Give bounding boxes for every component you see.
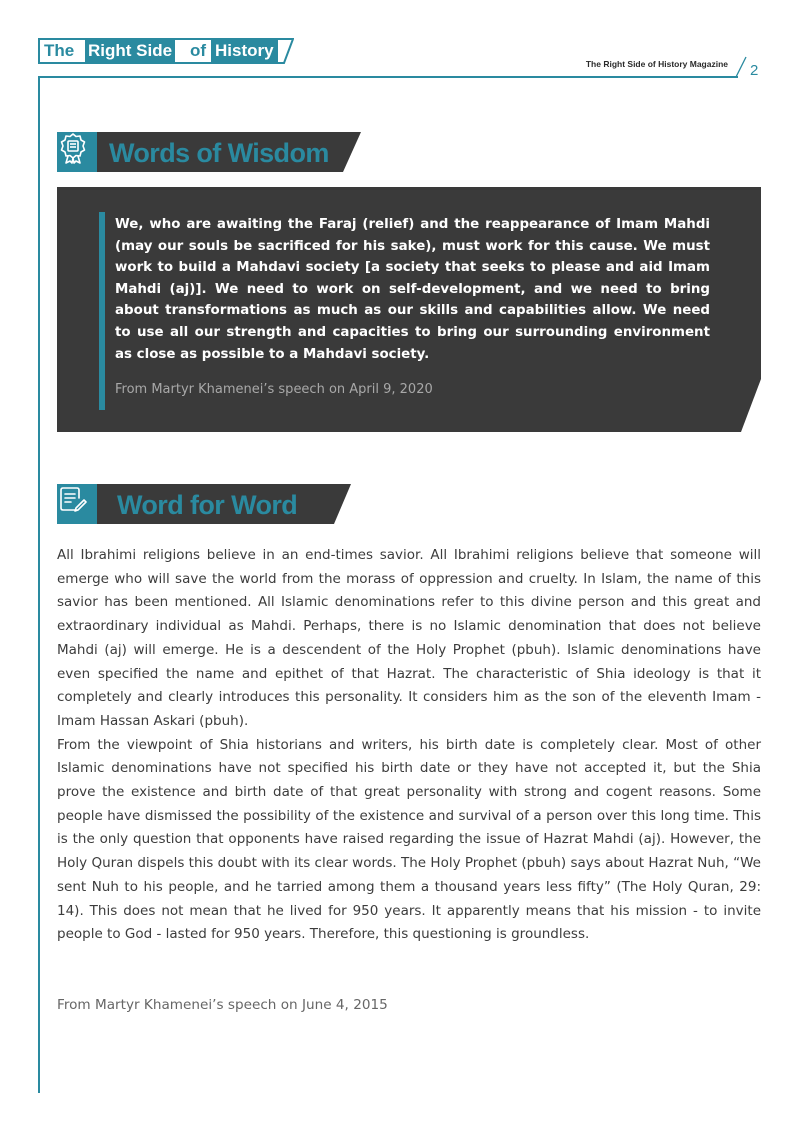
article-source: From Martyr Khamenei’s speech on June 4, 2015 <box>57 997 388 1013</box>
logo-text-of: of <box>190 41 207 60</box>
logo-text-the: The <box>44 41 75 60</box>
header-slash-divider <box>734 56 748 78</box>
page-number: 2 <box>750 62 759 79</box>
article-paragraph: All Ibrahimi religions believe in an end-times savior. All Ibrahimi religions believe that someone will emerge who will save the world from the morass of oppression and cruelty. In Islam, the name of this savior has been mentioned. All Islamic denominations refer to this divine person and this great and extraordinary individual as Mahdi. Perhaps, there is no Islamic denomination that does not believe Mahdi (aj) will emerge. He is a descendent of the Holy Prophet (pbuh). Islamic denominations have even specified the name and epithet of that Hazrat. The characteristic of Shia ideology is that it completely and clearly introduces this personality. It considers him as the son of the eleventh Imam - Imam Hassan Askari (pbuh). <box>57 547 761 729</box>
header-rule <box>38 76 738 78</box>
quote-panel <box>57 187 761 432</box>
section-title: Word for Word <box>117 490 298 520</box>
quote-accent-bar <box>99 212 105 410</box>
quote-source: From Martyr Khamenei’s speech on April 9, 2020 <box>115 382 433 397</box>
section-heading-words-of-wisdom <box>57 132 361 172</box>
left-margin-rule <box>38 76 40 1093</box>
document-edit-icon <box>57 484 89 516</box>
magazine-title: The Right Side of History Magazine <box>585 59 728 69</box>
award-badge-icon <box>57 132 89 164</box>
article-body <box>57 544 761 947</box>
section-title: Words of Wisdom <box>109 138 329 168</box>
quote-text: We, who are awaiting the Faraj (relief) and the reappearance of Imam Mahdi (may our souls be sacrificed for his sake), must work for this cause. We must work to build a Mahdavi society [a society that seeks to please and aid Imam Mahdi (aj)]. We need to work on self-development, and we need to bring about transformations as much as our skills and capabilities allow. We need to use all our strength and capacities to bring our surrounding environment as close as possible to a Mahdavi society. <box>115 217 710 362</box>
section-heading-word-for-word <box>57 484 351 524</box>
logo-text-history: History <box>211 40 278 62</box>
magazine-logo <box>38 38 294 64</box>
logo-text-right-side: Right Side <box>85 40 175 62</box>
article-paragraph: From the viewpoint of Shia historians and writers, his birth date is completely clear. Most of other Islamic denominations have not specified his birth date or they have not accepted it, but the Shia prove the existence and birth date of that great personality with strong and cogent reasons. Some people have dismissed the possibility of the existence and survival of a person over this long time. This is the only question that opponents have raised regarding the issue of Hazrat Mahdi (aj). However, the Holy Quran dispels this doubt with its clear words. The Holy Prophet (pbuh) says about Hazrat Nuh, “We sent Nuh to his people, and he tarried among them a thousand years less fifty” (The Holy Quran, 29: 14). This does not mean that he lived for 950 years. It apparently means that his mission - to invite people to God - lasted for 950 years. Therefore, this questioning is groundless. <box>57 736 761 943</box>
